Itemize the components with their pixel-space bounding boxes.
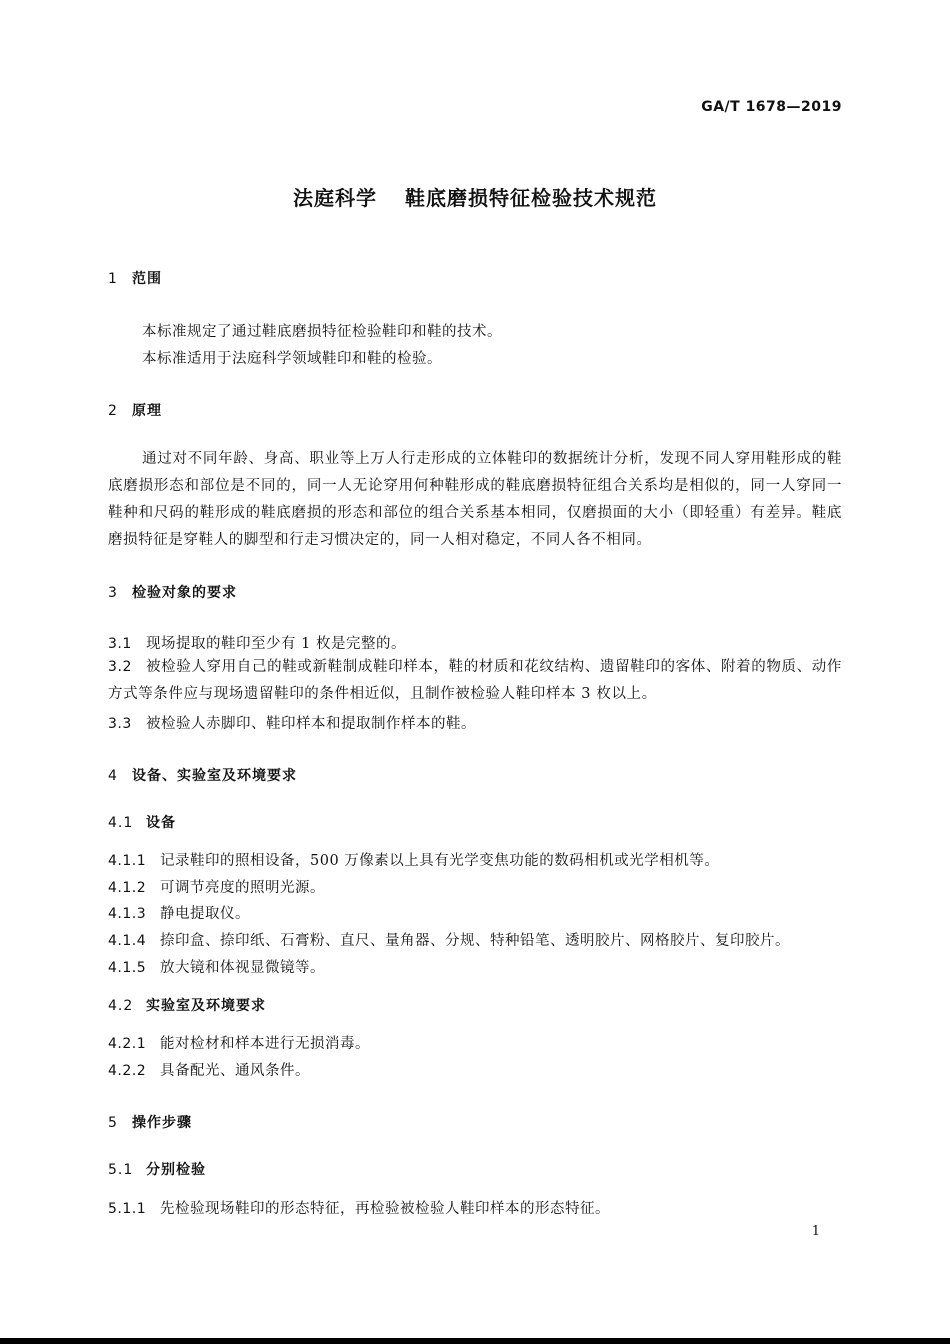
subsection-title: 设备 xyxy=(146,815,176,831)
clause-number: 4.1.3 xyxy=(108,906,147,922)
clause-text: 被检验人穿用自己的鞋或新鞋制成鞋印样本，鞋的材质和花纹结构、遗留鞋印的客体、附着的物质、动作方式等条件应与现场遗留鞋印的条件相近似，且制作被检验人鞋印样本 3 枚以上。 xyxy=(108,659,842,702)
section-1-paragraph-2: 本标准适用于法庭科学领域鞋印和鞋的检验。 xyxy=(142,351,442,367)
section-title: 操作步骤 xyxy=(132,1115,192,1131)
section-2-heading xyxy=(108,400,162,420)
section-5-heading xyxy=(108,1112,192,1132)
clause-number: 3.3 xyxy=(108,716,132,732)
section-title: 设备、实验室及环境要求 xyxy=(132,768,297,784)
document-title xyxy=(0,182,950,211)
clause-text: 先检验现场鞋印的形态特征，再检验被检验人鞋印样本的形态特征。 xyxy=(160,1201,610,1217)
section-title: 范围 xyxy=(132,271,162,287)
page-number: 1 xyxy=(811,1224,820,1239)
clause-number: 4.1.4 xyxy=(108,933,147,949)
subsection-number: 5.1 xyxy=(108,1162,134,1178)
clause-3-2 xyxy=(108,654,842,708)
clause-3-3 xyxy=(108,712,476,733)
clause-4-1-5 xyxy=(108,956,325,977)
subsection-5-1-heading xyxy=(108,1159,206,1179)
title-part-2: 鞋底磨损特征检验技术规范 xyxy=(405,186,657,210)
clause-number: 4.1.5 xyxy=(108,960,147,976)
clause-text: 被检验人赤脚印、鞋印样本和提取制作样本的鞋。 xyxy=(146,716,476,732)
clause-3-1 xyxy=(108,632,406,653)
section-1-heading xyxy=(108,268,162,288)
clause-text: 放大镜和体视显微镜等。 xyxy=(160,960,325,976)
subsection-number: 4.2 xyxy=(108,998,134,1014)
section-number: 4 xyxy=(108,768,118,784)
section-2-paragraph: 通过对不同年龄、身高、职业等上万人行走形成的立体鞋印的数据统计分析，发现不同人穿用鞋形成的鞋底磨损形态和部位是不同的，同一人无论穿用何种鞋形成的鞋底磨损特征组合关系均是相似的，同一人穿同一鞋种和尺码的鞋形成的鞋底磨损的形态和部位的组合关系基本相同，仅磨损面的大小（即轻重）有差异。鞋底磨损特征是穿鞋人的脚型和行走习惯决定的，同一人相对稳定，不同人各不相同。 xyxy=(108,451,842,548)
section-1-paragraph-1: 本标准规定了通过鞋底磨损特征检验鞋印和鞋的技术。 xyxy=(142,324,502,340)
clause-number: 4.2.1 xyxy=(108,1036,147,1052)
clause-number: 4.1.2 xyxy=(108,880,147,896)
section-title: 检验对象的要求 xyxy=(132,585,237,601)
clause-4-1-1 xyxy=(108,849,719,870)
clause-5-1-1 xyxy=(108,1197,610,1218)
clause-text: 静电提取仪。 xyxy=(160,906,250,922)
clause-text: 记录鞋印的照相设备，500 万像素以上具有光学变焦功能的数码相机或光学相机等。 xyxy=(160,853,720,869)
section-4-heading xyxy=(108,765,297,785)
title-part-1: 法庭科学 xyxy=(293,186,377,210)
section-number: 1 xyxy=(108,271,118,287)
section-number: 5 xyxy=(108,1115,118,1131)
clause-number: 3.1 xyxy=(108,636,132,652)
section-title: 原理 xyxy=(132,403,162,419)
clause-number: 4.1.1 xyxy=(108,853,147,869)
clause-4-1-2 xyxy=(108,876,325,897)
clause-4-2-2 xyxy=(108,1059,310,1080)
bottom-edge-bar xyxy=(0,1338,950,1344)
subsection-title: 实验室及环境要求 xyxy=(146,998,266,1014)
clause-text: 具备配光、通风条件。 xyxy=(160,1063,310,1079)
clause-4-1-3 xyxy=(108,902,250,923)
subsection-4-2-heading xyxy=(108,995,266,1015)
section-number: 2 xyxy=(108,403,118,419)
subsection-4-1-heading xyxy=(108,812,176,832)
clause-text: 能对检材和样本进行无损消毒。 xyxy=(160,1036,370,1052)
section-3-heading xyxy=(108,582,237,602)
clause-text: 捺印盒、捺印纸、石膏粉、直尺、量角器、分规、特种铅笔、透明胶片、网格胶片、复印胶片。 xyxy=(160,933,790,949)
subsection-title: 分别检验 xyxy=(146,1162,206,1178)
section-number: 3 xyxy=(108,585,118,601)
clause-4-1-4 xyxy=(108,929,790,950)
clause-4-2-1 xyxy=(108,1032,370,1053)
clause-text: 可调节亮度的照明光源。 xyxy=(160,880,325,896)
clause-number: 3.2 xyxy=(108,659,133,675)
clause-text: 现场提取的鞋印至少有 1 枚是完整的。 xyxy=(146,636,406,652)
standard-code: GA/T 1678—2019 xyxy=(701,99,842,115)
clause-number: 5.1.1 xyxy=(108,1201,147,1217)
subsection-number: 4.1 xyxy=(108,815,134,831)
clause-number: 4.2.2 xyxy=(108,1063,147,1079)
